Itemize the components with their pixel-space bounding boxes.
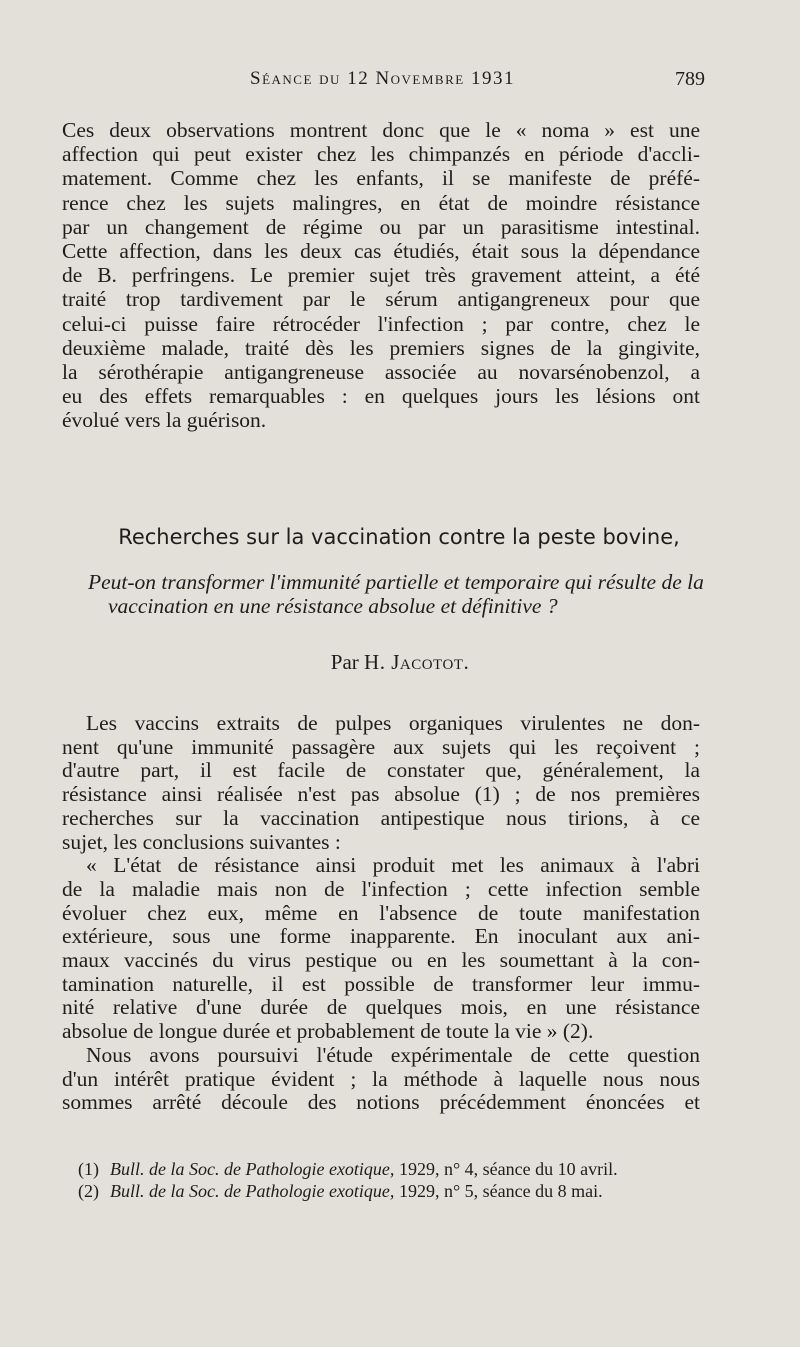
text-line: Nous avons poursuivi l'étude expérimentale de cette question — [86, 1042, 700, 1067]
text-line: traité trop tardivement par le sérum antigangreneux pour que — [62, 287, 700, 312]
text-line: extérieure, sous une forme inapparente. En inoculant aux ani- — [62, 924, 700, 949]
text-line: absolue de longue durée et probablement de toute la vie » (2). — [62, 1019, 594, 1044]
text-line: eu des effets remarquables : en quelques jours les lésions ont — [62, 384, 700, 409]
text-line: Cette affection, dans les deux cas étudiés, était sous la dépendance — [62, 239, 700, 264]
text-line: affection qui peut exister chez les chimpanzés en période d'accli- — [62, 142, 700, 167]
text-line: maux vaccinés du virus pestique ou en les soumettant à la con- — [62, 948, 700, 973]
footnote — [78, 1158, 698, 1180]
closing-paragraph — [62, 118, 700, 433]
author-name: H. Jacotot. — [364, 650, 470, 674]
article-title: Recherches sur la vaccination contre la peste bovine, — [118, 525, 680, 549]
text-line: recherches sur la vaccination antipestique nous tirions, à ce — [62, 805, 700, 830]
article-body — [62, 712, 700, 1115]
author-prefix: Par — [330, 650, 359, 674]
text-line: évoluer chez eux, même en l'absence de toute manifestation — [62, 900, 700, 925]
text-line: sommes arrêté découle des notions précédemment énoncées et — [62, 1090, 700, 1115]
text-line: matement. Comme chez les enfants, il se manifeste de préfé- — [62, 166, 700, 191]
text-line: de B. perfringens. Le premier sujet très gravement atteint, a été — [62, 263, 700, 288]
text-line: résistance ainsi réalisée n'est pas absolue (1) ; de nos premières — [62, 782, 700, 807]
footnote-detail: 1929, n° 5, séance du 8 mai. — [394, 1181, 603, 1201]
subtitle-text: Peut-on transformer l'immunité partielle et temporaire qui résulte de la vaccination en une résistance absolue et définitive ? — [88, 570, 704, 618]
footnotes — [78, 1158, 698, 1202]
text-line: tamination naturelle, il est possible de transformer leur immu- — [62, 971, 700, 996]
text-line: nent qu'une immunité passagère aux sujets qui les reçoivent ; — [62, 734, 700, 759]
text-line: Les vaccins extraits de pulpes organiques virulentes ne don- — [86, 711, 700, 735]
page-number: 789 — [675, 68, 705, 90]
text-line: celui-ci puisse faire rétrocéder l'infection ; par contre, chez le — [62, 311, 700, 336]
footnote-number: (2) — [78, 1181, 99, 1201]
running-title: Séance du 12 Novembre 1931 — [250, 68, 515, 89]
text-line: sujet, les conclusions suivantes : — [62, 829, 341, 854]
footnote — [78, 1180, 698, 1202]
footnote-number: (1) — [78, 1159, 99, 1179]
footnote-reference: Bull. de la Soc. de Pathologie exotique, — [110, 1181, 395, 1201]
text-line: Ces deux observations montrent donc que le « noma » est une — [62, 118, 700, 142]
author-line — [0, 650, 800, 675]
text-line: d'autre part, il est facile de constater que, généralement, la — [62, 758, 700, 783]
text-line: évolué vers la guérison. — [62, 408, 267, 433]
running-head — [60, 68, 705, 98]
text-line: nité relative d'une durée de quelques mois, en une résistance — [62, 995, 700, 1020]
footnote-reference: Bull. de la Soc. de Pathologie exotique, — [110, 1159, 395, 1179]
text-line: d'un intérêt pratique évident ; la méthode à laquelle nous nous — [62, 1066, 700, 1091]
article-subtitle — [88, 570, 706, 618]
text-line: la sérothérapie antigangreneuse associée au novarsénobenzol, a — [62, 360, 700, 385]
text-line: deuxième malade, traité dès les premiers signes de la gingivite, — [62, 335, 700, 360]
footnote-detail: 1929, n° 4, séance du 10 avril. — [394, 1159, 618, 1179]
text-line: par un changement de régime ou par un parasitisme intestinal. — [62, 214, 700, 239]
text-line: « L'état de résistance ainsi produit met les animaux à l'abri — [86, 853, 700, 878]
text-line: de la maladie mais non de l'infection ; cette infection semble — [62, 876, 700, 901]
text-line: rence chez les sujets malingres, en état de moindre résistance — [62, 190, 700, 215]
